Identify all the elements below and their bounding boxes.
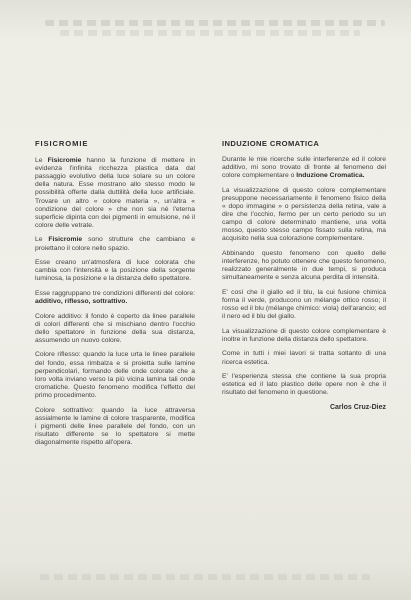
induzione-paragraph-1: Durante le mie ricerche sulle interferenze ed il colore additivo, mi sono trovato di fronte al fenomeno del colore complementare o Induzione Cromatica. xyxy=(222,156,386,180)
fisicromie-heading: FISICROMIE xyxy=(35,139,89,148)
fisicromie-paragraph-4: Esse raggruppano tre condizioni differenti del colore: additivo, riflesso, sottrattivo. xyxy=(35,289,195,305)
induzione-cromatica-heading: INDUZIONE CROMATICA xyxy=(222,139,320,148)
author-signature: Carlos Cruz-Diez xyxy=(329,403,386,411)
left-column xyxy=(35,140,195,454)
right-column xyxy=(222,140,386,412)
show-through-text xyxy=(40,574,370,580)
induzione-paragraph-6: Come in tutti i miei lavori si tratta soltanto di una ricerca estetica. xyxy=(222,350,386,366)
colore-additivo-paragraph: Colore additivo: il fondo è coperto da linee parallele di colori differenti che si mischiano dentro l'occhio dello spettatore in funzione della sua distanza, assumendo un nuovo colore. xyxy=(35,312,195,344)
induzione-paragraph-4: E' così che il giallo ed il blu, la cui fusione chimica forma il verde, producono un mélange ottico rosso; il rosso ed il blu (mélange chimico: viola) dell'arancio; ed il nero ed il blu del giallo. xyxy=(222,288,386,321)
fisicromie-paragraph-1: Le Fisicromie hanno la funzione di mettere in evidenza l'infinita ricchezza plastica data dal passaggio evolutivo della luce solare su un colore della natura. Esse mostrano allo stesso modo le possibilità offerte dalla duttilità della luce artificiale. Trovare un altro « colore materia », un'altra « condizione del colore » che non sia né l'eterna superficie dipinta con dei pigmenti in emulsione, né il colore delle vetrate. xyxy=(35,157,195,229)
colore-riflesso-paragraph: Colore riflesso: quando la luce urta le linee parallele del fondo, essa rimbalza e si proietta sulle lamine perpendicolari, formando delle onde colorate che a loro volta inviano verso la più vicina lamina tali onde cromatiche. Questo fenomeno modifica l'effetto del primo procedimento. xyxy=(35,351,195,399)
colore-sottrattivo-paragraph: Colore sottrattivo: quando la luce attraversa assialmente le lamine di colore trasparente, modifica i pigmenti delle linee parallele del fondo, con un risultato differente se lo spettatore si mette diagonalmente rispetto all'opera. xyxy=(35,406,195,446)
induzione-paragraph-7: E' l'esperienza stessa che contiene la sua propria estetica ed il lato plastico delle opere non è che il risultato del fenomeno in questione. xyxy=(222,373,386,397)
fisicromie-paragraph-2: Le Fisicromie sono strutture che cambiano e proiettano il colore nello spazio. xyxy=(35,236,195,252)
show-through-text xyxy=(60,30,360,36)
induzione-paragraph-2: La visualizzazione di questo colore complementare presuppone necessariamente il fenomeno fisico della « dopo immagine » o persistenza della retina, vale a dire che l'occhio, fermo per un certo periodo su un campo di colore determinato mantiene, una volta mosso, questo stesso campo fissato sulla retina, ma acquisito nella sua colorazione complementare. xyxy=(222,186,386,243)
fisicromie-paragraph-3: Esse creano un'atmosfera di luce colorata che cambia con l'intensità e la posizione della sorgente luminosa, la posizione e la distanza dello spettatore. xyxy=(35,259,195,283)
induzione-paragraph-5: La visualizzazione di questo colore complementare è inoltre in funzione della distanza dello spettatore. xyxy=(222,327,386,343)
induzione-paragraph-3: Abbinando questo fenomeno con quello delle interferenze, ho potuto ottenere che questo fenomeno, realizzato generalmente in due tempi, si produca simultaneamente e senza alcuna perdita di intensità. xyxy=(222,250,386,282)
show-through-text xyxy=(45,20,385,26)
